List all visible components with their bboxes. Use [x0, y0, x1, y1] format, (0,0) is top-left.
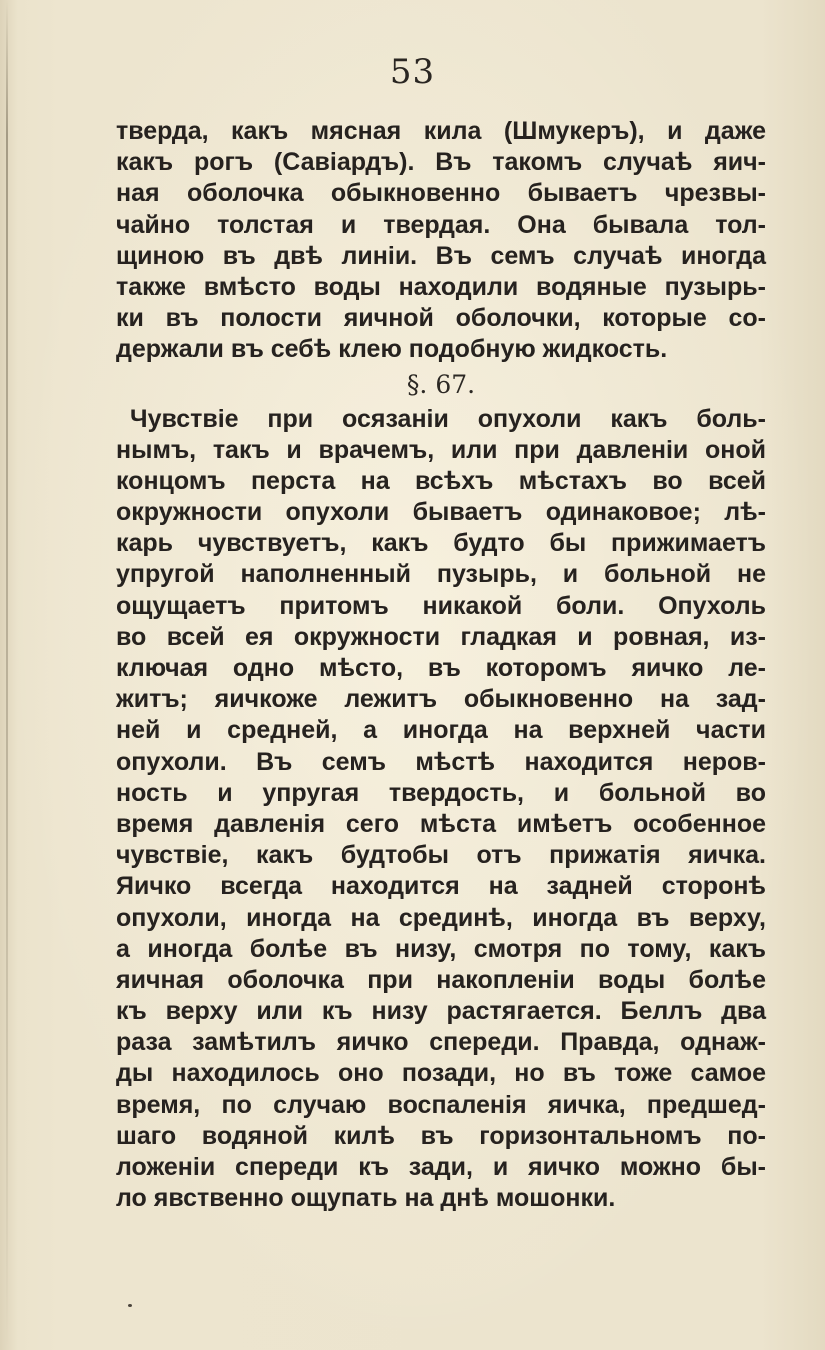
text-line: тверда, какъ мясная кила (Шмукеръ), и даже	[116, 117, 766, 145]
text-line: какъ рогъ (Савіардъ). Въ такомъ случаѣ яич-	[116, 148, 766, 177]
text-line: Яичко всегда находится на задней сторонѣ	[116, 872, 766, 901]
text-line: ней и средней, а иногда на верхней части	[116, 716, 766, 745]
text-line: ность и упругая твердость, и больной во	[116, 778, 766, 807]
text-line: щиною въ двѣ линіи. Въ семъ случаѣ иногда	[116, 241, 766, 270]
text-line: опухоли. Въ семъ мѣстѣ находится неров-	[116, 747, 766, 776]
text-line: Чувствіе при осязаніи опухоли какъ боль-	[130, 404, 766, 433]
text-line: опухоли, иногда на срединѣ, иногда въ верху,	[116, 903, 766, 932]
text-line: ки въ полости яичной оболочки, которые со-	[116, 304, 766, 333]
text-line: ло явственно ощупать на днѣ мошонки.	[116, 1184, 616, 1213]
text-line: во всей ея окружности гладкая и ровная, из-	[116, 622, 766, 651]
paragraph-2	[116, 404, 766, 1215]
ink-speck	[128, 1304, 132, 1307]
text-line: а иногда болѣе въ низу, смотря по тому, какъ	[116, 934, 766, 963]
text-line: ощущаетъ притомъ никакой боли. Опухоль	[116, 591, 766, 620]
text-line: ложеніи спереди къ зади, и яичко можно бы-	[116, 1153, 766, 1181]
text-line: нымъ, такъ и врачемъ, или при давленіи оной	[116, 435, 766, 464]
text-line: время давленія сего мѣста имѣетъ особенное	[116, 809, 766, 838]
text-line: чайно толстая и твердая. Она бывала тол-	[116, 210, 766, 239]
section-heading: §. 67.	[406, 369, 476, 399]
text-line: житъ; яичкоже лежитъ обыкновенно на зад-	[116, 685, 766, 714]
binding-gutter	[6, 0, 8, 1350]
text-line: шаго водяной килѣ въ горизонтальномъ по-	[116, 1121, 766, 1150]
text-line: яичная оболочка при накопленіи воды болѣе	[116, 965, 766, 994]
text-line: концомъ перста на всѣхъ мѣстахъ во всей	[116, 466, 766, 495]
text-line: чувствіе, какъ будтобы отъ прижатія яичка.	[116, 841, 766, 870]
text-line: упругой наполненный пузырь, и больной не	[116, 560, 766, 589]
text-line: раза замѣтилъ яичко спереди. Правда, однаж-	[116, 1028, 766, 1057]
text-line: окружности опухоли бываетъ одинаковое; лѣ-	[116, 498, 766, 527]
text-line: также вмѣсто воды находили водяные пузырь-	[116, 272, 766, 301]
text-line: къ верху или къ низу растягается. Беллъ два	[116, 997, 766, 1026]
page-number: 53	[389, 52, 436, 92]
text-line: держали въ себѣ клею подобную жидкость.	[116, 335, 668, 364]
text-line: время, по случаю воспаленія яичка, предшед-	[116, 1090, 766, 1119]
paragraph-1	[116, 116, 766, 366]
page-text	[116, 116, 766, 1214]
text-line: ная оболочка обыкновенно бываетъ чрезвы-	[116, 179, 766, 208]
text-line: ды находилось оно позади, но въ тоже самое	[116, 1059, 766, 1088]
text-line: ключая одно мѣсто, въ которомъ яичко ле-	[116, 654, 766, 682]
text-line: карь чувствуетъ, какъ будто бы прижимаетъ	[116, 529, 766, 558]
